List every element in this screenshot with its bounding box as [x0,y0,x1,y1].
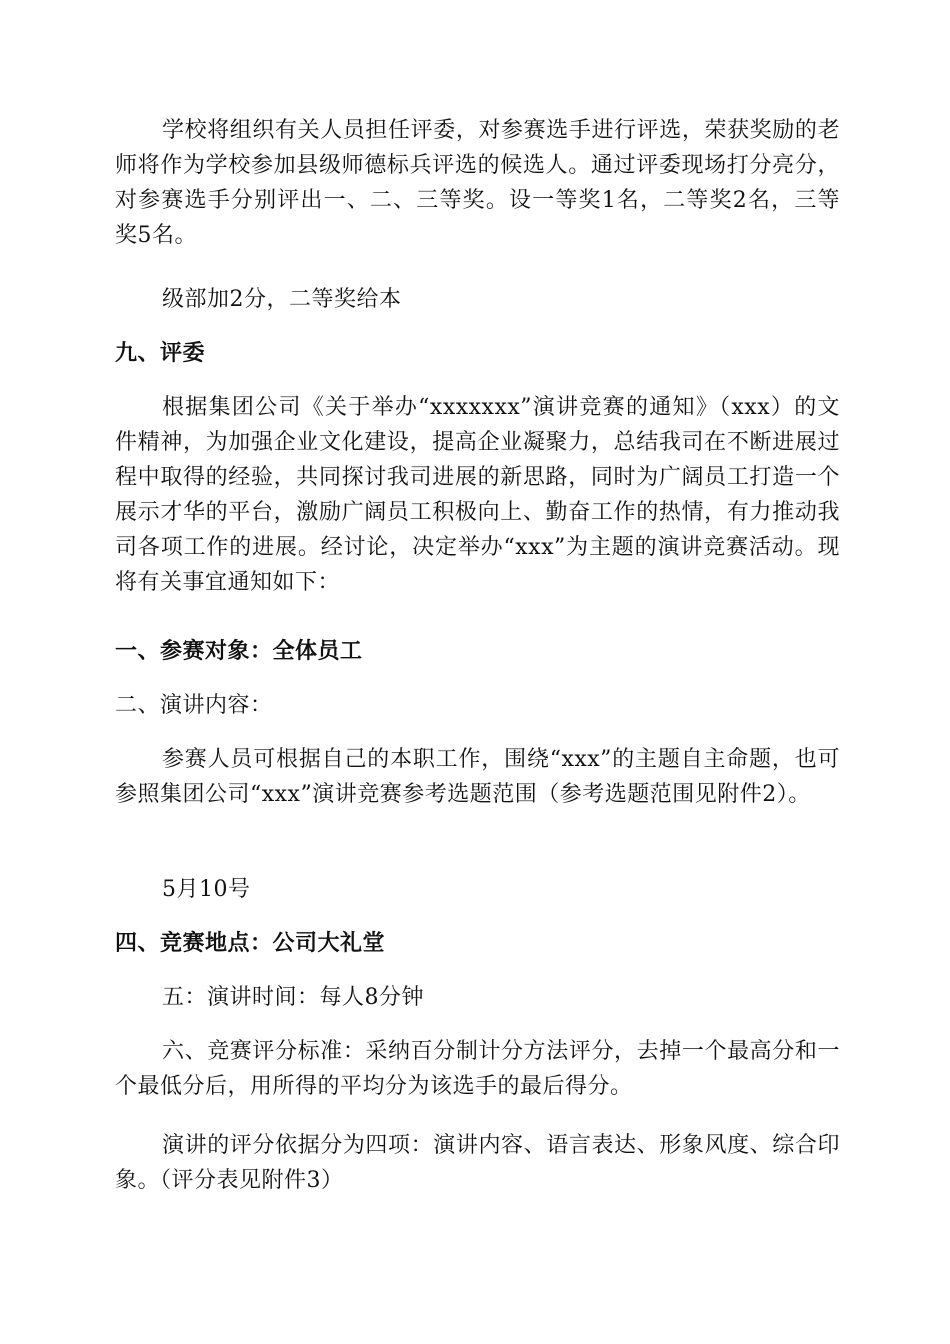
paragraph-date: 5月10号 [162,877,251,902]
paragraph-scoring-standard: 六、竞赛评分标准：采纳百分制计分方法评分，去掉一个最高分和一个最低分后，用所得的平均分为该选手的最后得分。 [115,1039,840,1099]
heading-judges: 九、评委 [115,341,206,366]
paragraph-notice-intro: 根据集团公司《关于举办“xxxxxxx”演讲竞赛的通知》（xxx）的文件精神，为加强企业文化建设，提高企业凝聚力，总结我司在不断进展过程中取得的经验，共同探讨我司进展的新思路，同时为广阔员工打造一个展示才华的平台，激励广阔员工积极向上、勤奋工作的热情，有力推动我司各项工作的进展。经讨论，决定举办“xxx”为主题的演讲竞赛活动。现将有关事宜通知如下： [115,395,840,595]
paragraph-judges-awards: 学校将组织有关人员担任评委，对参赛选手进行评选，荣获奖励的老师将作为学校参加县级师德标兵评选的候选人。通过评委现场打分亮分，对参赛选手分别评出一、二、三等奖。设一等奖1名，二等奖2名，三等奖5名。 [115,118,840,248]
heading-venue: 四、竞赛地点：公司大礼堂 [115,931,386,956]
heading-participants: 一、参赛对象：全体员工 [115,639,363,664]
paragraph-grade-bonus: 级部加2分，二等奖给本 [162,287,402,312]
paragraph-scoring-basis: 演讲的评分依据分为四项：演讲内容、语言表达、形象风度、综合印象。（评分表见附件3） [115,1133,840,1193]
paragraph-speech-topic: 参赛人员可根据自己的本职工作，围绕“xxx”的主题自主命题，也可参照集团公司“xxx”演讲竞赛参考选题范围（参考选题范围见附件2）。 [115,747,840,807]
heading-speech-content: 二、演讲内容： [115,693,273,718]
paragraph-speech-time: 五：演讲时间：每人8分钟 [162,985,424,1010]
